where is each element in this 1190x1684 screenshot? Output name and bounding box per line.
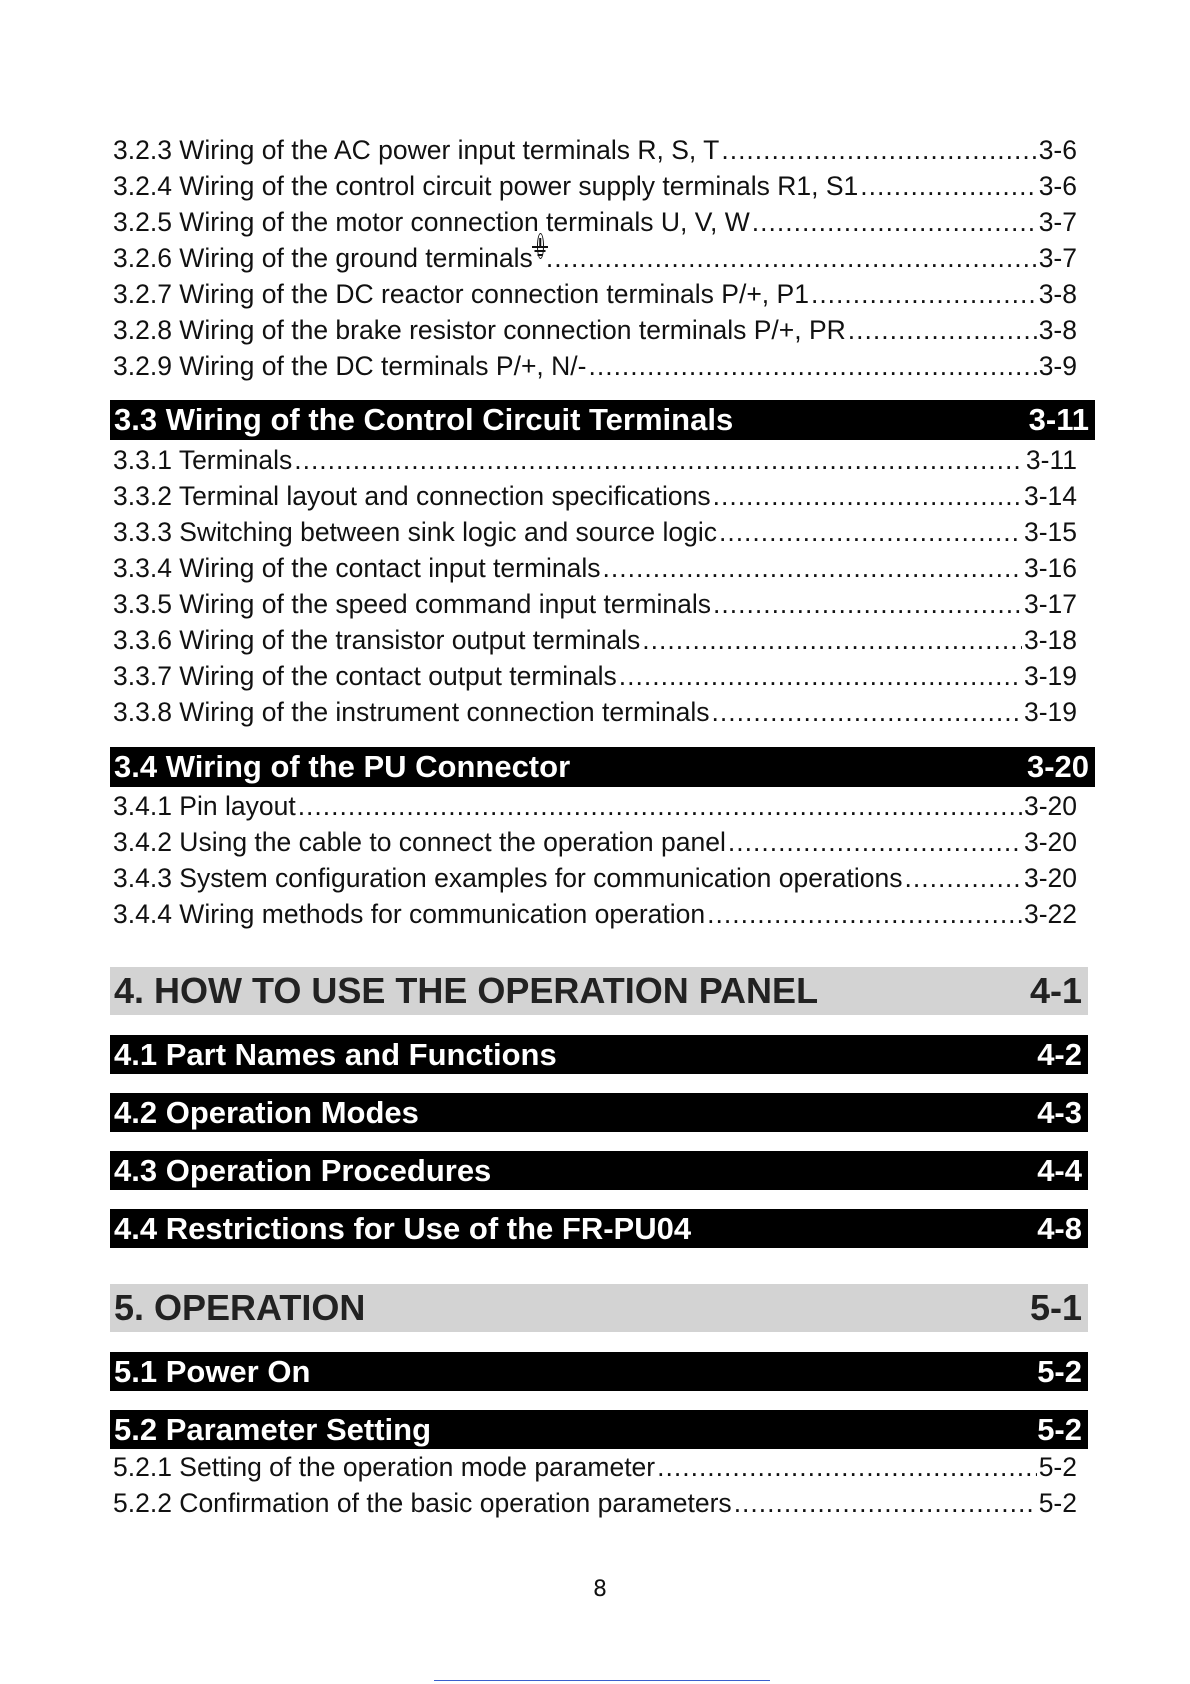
toc-entry-label: 3.4.2 Using the cable to connect the operation panel (113, 827, 726, 857)
leader-dots (657, 1450, 1037, 1484)
section-title: 3.4 Wiring of the PU Connector (114, 749, 571, 784)
toc-entry[interactable] (113, 349, 1077, 383)
toc-entry-page: 3-16 (1023, 553, 1077, 583)
section-page: 4-2 (1037, 1036, 1082, 1072)
toc-entry-label: 3.4.1 Pin layout (113, 791, 296, 821)
toc-entry-page: 3-20 (1023, 863, 1077, 893)
leader-dots (707, 897, 1022, 931)
toc-entry-page: 3-22 (1023, 899, 1077, 929)
section-heading[interactable] (110, 400, 1095, 440)
section-page: 3-20 (1026, 749, 1089, 784)
toc-entry[interactable] (113, 277, 1077, 311)
toc-entry-page: 3-8 (1038, 315, 1077, 345)
section-page: 4-3 (1037, 1094, 1082, 1130)
leader-dots (298, 789, 1022, 823)
toc-entry[interactable] (113, 551, 1077, 585)
toc-entry-label: 3.3.2 Terminal layout and connection specifications (113, 481, 711, 511)
toc-entry-page: 3-9 (1038, 351, 1077, 381)
leader-dots (712, 695, 1022, 729)
chapter-page: 4-1 (1029, 970, 1082, 1011)
toc-entry-label: 3.3.8 Wiring of the instrument connection terminals (113, 697, 710, 727)
leader-dots (811, 277, 1037, 311)
leader-dots (734, 1486, 1037, 1520)
toc-entry-label: 3.2.6 Wiring of the ground terminals (113, 243, 533, 273)
toc-entry[interactable] (113, 1450, 1077, 1484)
toc-entry[interactable] (113, 789, 1077, 823)
section-heading[interactable] (110, 747, 1095, 787)
toc-entry[interactable] (113, 205, 1077, 239)
toc-entry-page: 5-2 (1038, 1452, 1077, 1482)
toc-entry[interactable] (113, 133, 1077, 167)
toc-entry[interactable] (113, 1486, 1077, 1520)
section-heading[interactable] (110, 1035, 1088, 1074)
section-title: 4.1 Part Names and Functions (114, 1036, 557, 1072)
toc-entry[interactable] (113, 169, 1077, 203)
toc-entry-label: 3.2.3 Wiring of the AC power input terminals R, S, T (113, 135, 720, 165)
toc-entry-label: 5.2.1 Setting of the operation mode parameter (113, 1452, 656, 1482)
toc-entry-page: 3-6 (1038, 135, 1077, 165)
toc-entry-label: 3.2.7 Wiring of the DC reactor connection terminals P/+, P1 (113, 279, 809, 309)
toc-entry-page: 3-7 (1038, 243, 1077, 273)
toc-entry[interactable] (113, 443, 1077, 477)
leader-dots (642, 623, 1022, 657)
leader-dots (603, 551, 1022, 585)
toc-entry-label: 3.3.7 Wiring of the contact output terminals (113, 661, 617, 691)
toc-entry-label: 3.3.1 Terminals (113, 445, 293, 475)
section-page: 4-4 (1037, 1152, 1082, 1188)
chapter-heading[interactable] (110, 1284, 1088, 1332)
section-page: 4-8 (1037, 1210, 1082, 1246)
toc-entry-page: 3-7 (1038, 207, 1077, 237)
leader-dots (860, 169, 1036, 203)
toc-entry-label: 3.2.4 Wiring of the control circuit power supply terminals R1, S1 (113, 171, 859, 201)
toc-entry-page: 3-17 (1023, 589, 1077, 619)
toc-entry-page: 3-15 (1023, 517, 1077, 547)
leader-dots (619, 659, 1022, 693)
toc-entry-page: 3-11 (1025, 445, 1077, 475)
toc-entry-page: 3-20 (1023, 791, 1077, 821)
toc-entry[interactable] (113, 695, 1077, 729)
ground-symbol-icon (537, 233, 544, 259)
toc-entry[interactable] (113, 515, 1077, 549)
toc-entry-page: 3-14 (1023, 481, 1077, 511)
leader-dots (721, 133, 1036, 167)
toc-entry-page: 5-2 (1038, 1488, 1077, 1518)
toc-entry-page: 3-19 (1023, 697, 1077, 727)
toc-entry-label: 3.3.4 Wiring of the contact input terminals (113, 553, 601, 583)
chapter-heading[interactable] (110, 967, 1088, 1015)
page-number: 8 (593, 1577, 607, 1602)
section-heading[interactable] (110, 1209, 1088, 1248)
toc-entry[interactable] (113, 241, 1077, 275)
leader-dots (728, 825, 1022, 859)
section-title: 3.3 Wiring of the Control Circuit Terminals (114, 402, 734, 437)
toc-entry[interactable] (113, 659, 1077, 693)
toc-entry-label: 3.3.6 Wiring of the transistor output terminals (113, 625, 641, 655)
chapter-page: 5-1 (1029, 1287, 1082, 1328)
footer-rule (434, 1680, 770, 1681)
leader-dots (294, 443, 1024, 477)
toc-entry-page: 3-6 (1038, 171, 1077, 201)
toc-entry-label: 5.2.2 Confirmation of the basic operation parameters (113, 1488, 732, 1518)
leader-dots (905, 861, 1022, 895)
toc-entry-page: 3-8 (1038, 279, 1077, 309)
toc-entry-label: 3.4.3 System configuration examples for communication operations (113, 863, 903, 893)
toc-entry-label: 3.2.8 Wiring of the brake resistor connection terminals P/+, PR (113, 315, 846, 345)
chapter-title: 4. HOW TO USE THE OPERATION PANEL (114, 970, 819, 1011)
section-page: 5-2 (1037, 1353, 1082, 1389)
toc-entry-label: 3.3.3 Switching between sink logic and source logic (113, 517, 717, 547)
section-heading[interactable] (110, 1093, 1088, 1132)
section-title: 4.3 Operation Procedures (114, 1152, 492, 1188)
toc-entry-label: 3.2.5 Wiring of the motor connection terminals U, V, W (113, 207, 750, 237)
section-page: 3-11 (1028, 402, 1089, 437)
toc-entry[interactable] (113, 897, 1077, 931)
toc-entry-label: 3.4.4 Wiring methods for communication operation (113, 899, 706, 929)
chapter-title: 5. OPERATION (114, 1287, 366, 1328)
toc-entry-label: 3.2.9 Wiring of the DC terminals P/+, N/- (113, 351, 587, 381)
toc-entry[interactable] (113, 479, 1077, 513)
section-heading[interactable] (110, 1151, 1088, 1190)
toc-entry[interactable] (113, 861, 1077, 895)
toc-entry-page: 3-18 (1023, 625, 1077, 655)
toc-entry[interactable] (113, 825, 1077, 859)
leader-dots (546, 241, 1037, 275)
section-title: 5.2 Parameter Setting (114, 1411, 432, 1447)
leader-dots (752, 205, 1037, 239)
section-heading[interactable] (110, 1352, 1088, 1391)
section-title: 4.2 Operation Modes (114, 1094, 419, 1130)
leader-dots (713, 479, 1022, 513)
section-title: 4.4 Restrictions for Use of the FR-PU04 (114, 1210, 692, 1246)
toc-entry-page: 3-20 (1023, 827, 1077, 857)
toc-entry-page: 3-19 (1023, 661, 1077, 691)
toc-entry[interactable] (113, 313, 1077, 347)
leader-dots (719, 515, 1022, 549)
section-page: 5-2 (1037, 1411, 1082, 1447)
toc-entry-label: 3.3.5 Wiring of the speed command input terminals (113, 589, 712, 619)
section-title: 5.1 Power On (114, 1353, 311, 1389)
leader-dots (588, 349, 1036, 383)
leader-dots (713, 587, 1022, 621)
toc-entry[interactable] (113, 623, 1077, 657)
leader-dots (848, 313, 1037, 347)
section-heading[interactable] (110, 1410, 1088, 1449)
toc-entry[interactable] (113, 587, 1077, 621)
